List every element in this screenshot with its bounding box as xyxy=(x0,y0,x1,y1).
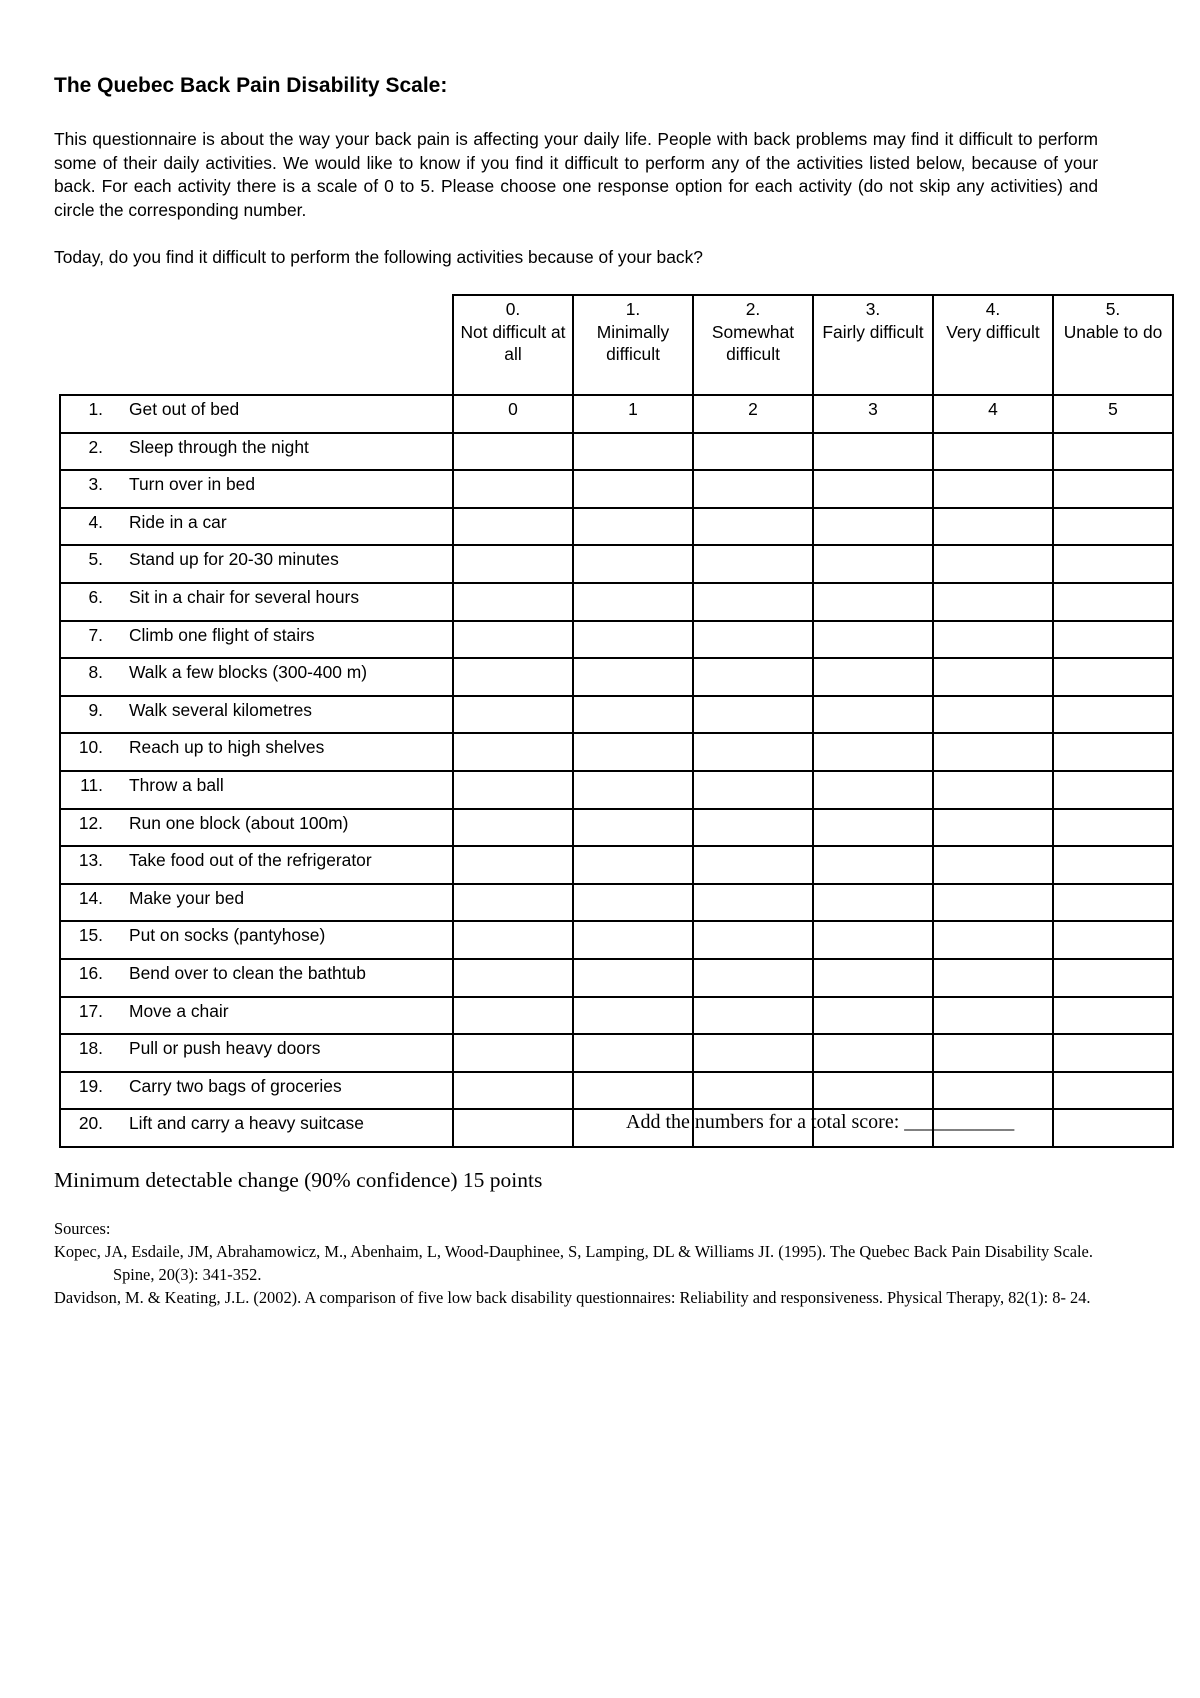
option-number: 0. xyxy=(505,299,521,319)
activity-label: Turn over in bed xyxy=(129,474,255,495)
option-number: 3. xyxy=(865,299,881,319)
response-cell[interactable] xyxy=(573,696,693,734)
response-cell[interactable] xyxy=(693,508,813,546)
response-cell[interactable] xyxy=(453,696,573,734)
response-cell[interactable] xyxy=(1053,433,1173,471)
activity-label: Bend over to clean the bathtub xyxy=(129,962,366,983)
response-cell[interactable] xyxy=(1053,809,1173,847)
response-cell[interactable] xyxy=(453,1109,573,1147)
response-cell[interactable] xyxy=(453,621,573,659)
response-cell[interactable] xyxy=(933,621,1053,659)
response-cell[interactable] xyxy=(573,583,693,621)
activity-row xyxy=(60,545,1173,583)
response-cell[interactable] xyxy=(1053,846,1173,884)
activity-cell xyxy=(60,1072,453,1110)
option-header-1 xyxy=(573,295,693,395)
activity-number: 20. xyxy=(78,1113,103,1134)
activity-label: Get out of bed xyxy=(129,399,240,419)
intro-paragraph: This questionnaire is about the way your back pain is affecting your daily life. People with back problems may find it difficult to perform some of their daily activities. We would like to know if you find it difficult to perform any of the activities listed below, because of your back. For each activity there is a scale of 0 to 5. Please choose one response option for each activity (do not skip any activities) and circle the corresponding number. xyxy=(54,129,1098,220)
response-cell[interactable] xyxy=(933,771,1053,809)
activity-label: Walk a few blocks (300-400 m) xyxy=(129,662,368,683)
activity-row xyxy=(60,733,1173,771)
option-label: Fairly difficult xyxy=(822,321,924,342)
option-number: 5. xyxy=(1105,299,1121,319)
response-cell[interactable] xyxy=(933,433,1053,471)
minimum-detectable-change: Minimum detectable change (90% confidence) 15 points xyxy=(54,1168,543,1192)
response-cell[interactable] xyxy=(1053,696,1173,734)
response-cell[interactable] xyxy=(693,921,813,959)
activity-number: 18. xyxy=(78,1038,103,1059)
response-cell[interactable] xyxy=(933,997,1053,1035)
response-cell[interactable] xyxy=(933,696,1053,734)
activity-row xyxy=(60,583,1173,621)
activity-cell xyxy=(60,846,453,884)
activity-cell xyxy=(60,545,453,583)
reference-1: Kopec, JA, Esdaile, JM, Abrahamowicz, M., Abenhaim, L, Wood-Dauphinee, S, Lamping, DL & Williams JI. (1995). The Quebec Back Pain Disability Scale. Spine, 20(3): 341-352. xyxy=(54,1242,1093,1284)
activity-label: Run one block (about 100m) xyxy=(129,812,349,833)
response-cell[interactable] xyxy=(1053,583,1173,621)
response-cell[interactable]: 0 xyxy=(453,395,573,433)
activity-label: Carry two bags of groceries xyxy=(129,1075,342,1096)
activity-cell xyxy=(60,508,453,546)
response-cell[interactable] xyxy=(453,959,573,997)
activity-label: Sleep through the night xyxy=(129,436,309,457)
activity-cell xyxy=(60,997,453,1035)
response-cell[interactable] xyxy=(693,470,813,508)
response-cell[interactable] xyxy=(1053,997,1173,1035)
response-cell[interactable] xyxy=(573,1072,693,1110)
response-cell[interactable] xyxy=(693,545,813,583)
option-header-4 xyxy=(933,295,1053,395)
option-number: 2. xyxy=(745,299,761,319)
activity-label: Make your bed xyxy=(129,887,245,908)
activity-row xyxy=(60,658,1173,696)
response-cell[interactable] xyxy=(453,583,573,621)
activity-number: 4. xyxy=(88,511,103,532)
response-cell[interactable] xyxy=(933,658,1053,696)
response-cell[interactable] xyxy=(933,846,1053,884)
response-cell[interactable] xyxy=(573,846,693,884)
response-cell[interactable] xyxy=(933,884,1053,922)
response-cell[interactable] xyxy=(573,470,693,508)
activity-cell xyxy=(60,696,453,734)
response-cell[interactable] xyxy=(1053,959,1173,997)
activity-label: Throw a ball xyxy=(129,774,224,795)
response-cell[interactable] xyxy=(813,1034,933,1072)
response-cell[interactable] xyxy=(573,658,693,696)
response-cell[interactable] xyxy=(933,1072,1053,1110)
response-cell[interactable] xyxy=(1053,921,1173,959)
activity-cell xyxy=(60,959,453,997)
activity-number: 14. xyxy=(78,887,103,908)
response-cell[interactable] xyxy=(933,959,1053,997)
response-cell[interactable] xyxy=(813,470,933,508)
activity-row xyxy=(60,696,1173,734)
activity-row xyxy=(60,508,1173,546)
activity-number: 6. xyxy=(88,586,103,607)
activity-label: Put on socks (pantyhose) xyxy=(129,925,326,946)
activity-label: Ride in a car xyxy=(129,511,227,532)
response-cell[interactable] xyxy=(573,884,693,922)
response-cell[interactable] xyxy=(573,1034,693,1072)
activity-rows xyxy=(60,395,1173,1147)
response-cell[interactable] xyxy=(453,997,573,1035)
activity-row xyxy=(60,846,1173,884)
response-cell[interactable] xyxy=(573,997,693,1035)
activity-label: Climb one flight of stairs xyxy=(129,624,315,645)
response-cell[interactable] xyxy=(693,959,813,997)
activity-row xyxy=(60,809,1173,847)
option-label: Minimally difficult xyxy=(596,321,670,364)
response-cell[interactable] xyxy=(1053,771,1173,809)
response-cell[interactable] xyxy=(1053,733,1173,771)
response-cell[interactable] xyxy=(813,433,933,471)
response-cell[interactable] xyxy=(453,508,573,546)
response-cell[interactable] xyxy=(813,621,933,659)
response-cell[interactable] xyxy=(573,545,693,583)
activity-cell xyxy=(60,433,453,471)
response-cell[interactable] xyxy=(933,583,1053,621)
option-label: Very difficult xyxy=(946,321,1040,342)
option-label: Somewhat difficult xyxy=(711,321,795,364)
response-cell[interactable] xyxy=(933,470,1053,508)
response-cell[interactable] xyxy=(933,809,1053,847)
activity-number: 3. xyxy=(88,474,103,495)
activity-number: 13. xyxy=(78,850,103,871)
response-cell[interactable] xyxy=(693,884,813,922)
activity-cell xyxy=(60,395,453,433)
activity-label: Sit in a chair for several hours xyxy=(129,586,360,607)
response-cell[interactable] xyxy=(813,959,933,997)
activity-cell xyxy=(60,1034,453,1072)
option-header-5 xyxy=(1053,295,1173,395)
total-score-line: Add the numbers for a total score: ___________ xyxy=(626,1111,1015,1133)
response-cell[interactable] xyxy=(813,583,933,621)
activity-cell xyxy=(60,1109,453,1147)
option-header-0 xyxy=(453,295,573,395)
activity-cell xyxy=(60,583,453,621)
activity-number: 19. xyxy=(78,1075,103,1096)
response-cell[interactable] xyxy=(1053,1034,1173,1072)
response-cell[interactable] xyxy=(1053,508,1173,546)
response-cell[interactable] xyxy=(453,545,573,583)
header-blank-cell xyxy=(60,295,453,395)
response-cell[interactable] xyxy=(813,921,933,959)
response-cell[interactable]: 4 xyxy=(933,395,1053,433)
response-cell[interactable]: 1 xyxy=(573,395,693,433)
activity-row xyxy=(60,1034,1173,1072)
response-cell[interactable] xyxy=(453,433,573,471)
activity-cell xyxy=(60,470,453,508)
option-header-2 xyxy=(693,295,813,395)
response-cell[interactable] xyxy=(813,997,933,1035)
response-cell[interactable] xyxy=(453,771,573,809)
response-cell[interactable] xyxy=(933,545,1053,583)
response-cell[interactable] xyxy=(693,733,813,771)
response-cell[interactable] xyxy=(693,771,813,809)
option-header-3 xyxy=(813,295,933,395)
response-cell[interactable] xyxy=(693,696,813,734)
response-cell[interactable] xyxy=(453,733,573,771)
response-cell[interactable] xyxy=(453,1034,573,1072)
response-cell[interactable] xyxy=(693,1034,813,1072)
activity-number: 10. xyxy=(78,737,103,758)
response-cell[interactable] xyxy=(933,508,1053,546)
response-cell[interactable] xyxy=(1053,545,1173,583)
activity-label: Take food out of the refrigerator xyxy=(129,850,372,871)
activity-number: 16. xyxy=(78,962,103,983)
response-cell[interactable] xyxy=(453,1072,573,1110)
response-cell[interactable] xyxy=(813,771,933,809)
option-number: 4. xyxy=(985,299,1001,319)
scale-header-row xyxy=(60,295,1173,395)
response-cell[interactable]: 2 xyxy=(693,395,813,433)
activity-row xyxy=(60,470,1173,508)
response-cell[interactable] xyxy=(813,696,933,734)
response-cell[interactable]: 5 xyxy=(1053,395,1173,433)
response-cell[interactable] xyxy=(693,1072,813,1110)
response-cell[interactable] xyxy=(1053,621,1173,659)
response-cell[interactable] xyxy=(1053,1109,1173,1147)
response-cell[interactable] xyxy=(693,997,813,1035)
activity-number: 5. xyxy=(88,549,103,570)
response-cell[interactable] xyxy=(573,621,693,659)
activity-cell xyxy=(60,884,453,922)
activity-number: 7. xyxy=(88,624,103,645)
activity-row xyxy=(60,884,1173,922)
activity-label: Walk several kilometres xyxy=(129,699,312,720)
response-cell[interactable] xyxy=(453,658,573,696)
disability-scale-table xyxy=(59,294,1174,1148)
response-cell[interactable] xyxy=(813,733,933,771)
response-cell[interactable] xyxy=(933,921,1053,959)
response-cell[interactable] xyxy=(813,545,933,583)
response-cell[interactable] xyxy=(573,921,693,959)
activity-cell xyxy=(60,771,453,809)
activity-cell xyxy=(60,658,453,696)
activity-number: 2. xyxy=(88,436,103,457)
response-cell[interactable] xyxy=(813,846,933,884)
response-cell[interactable] xyxy=(453,846,573,884)
response-cell[interactable] xyxy=(813,884,933,922)
activity-cell xyxy=(60,921,453,959)
response-cell[interactable] xyxy=(573,733,693,771)
activity-number: 8. xyxy=(88,662,103,683)
reference-2: Davidson, M. & Keating, J.L. (2002). A comparison of five low back disability questionnaires: Reliability and responsiveness. Physical Therapy, 82(1): 8- 24. xyxy=(54,1288,1091,1307)
option-label: Unable to do xyxy=(1063,321,1163,342)
activity-number: 12. xyxy=(78,812,103,833)
response-cell[interactable] xyxy=(453,884,573,922)
response-cell[interactable] xyxy=(813,658,933,696)
response-cell[interactable] xyxy=(933,733,1053,771)
sources-heading: Sources: xyxy=(54,1219,111,1238)
activity-label: Stand up for 20-30 minutes xyxy=(129,549,339,570)
activity-row xyxy=(60,395,1173,433)
activity-label: Pull or push heavy doors xyxy=(129,1038,321,1059)
question-prompt: Today, do you find it difficult to perform the following activities because of your back? xyxy=(54,247,703,267)
response-cell[interactable] xyxy=(813,508,933,546)
response-cell[interactable] xyxy=(453,809,573,847)
response-cell[interactable] xyxy=(813,809,933,847)
activity-number: 1. xyxy=(88,399,103,419)
response-cell[interactable] xyxy=(693,433,813,471)
response-cell[interactable] xyxy=(1053,658,1173,696)
option-label: Not difficult at all xyxy=(460,321,566,364)
activity-number: 15. xyxy=(78,925,103,946)
response-cell[interactable]: 3 xyxy=(813,395,933,433)
activity-row xyxy=(60,997,1173,1035)
response-cell[interactable] xyxy=(693,658,813,696)
activity-number: 9. xyxy=(88,699,103,720)
response-cell[interactable] xyxy=(573,959,693,997)
response-cell[interactable] xyxy=(1053,1072,1173,1110)
response-cell[interactable] xyxy=(933,1034,1053,1072)
response-cell[interactable] xyxy=(453,470,573,508)
response-cell[interactable] xyxy=(573,508,693,546)
option-number: 1. xyxy=(625,299,641,319)
response-cell[interactable] xyxy=(693,846,813,884)
activity-cell xyxy=(60,809,453,847)
response-cell[interactable] xyxy=(693,583,813,621)
response-cell[interactable] xyxy=(813,1072,933,1110)
sources-section xyxy=(54,1217,1114,1309)
response-cell[interactable] xyxy=(693,809,813,847)
activity-label: Move a chair xyxy=(129,1000,229,1021)
activity-cell xyxy=(60,733,453,771)
activity-number: 11. xyxy=(80,774,103,795)
activity-row xyxy=(60,433,1173,471)
activity-row xyxy=(60,771,1173,809)
activity-label: Reach up to high shelves xyxy=(129,737,325,758)
activity-row xyxy=(60,959,1173,997)
response-cell[interactable] xyxy=(1053,470,1173,508)
activity-row xyxy=(60,1072,1173,1110)
activity-row xyxy=(60,621,1173,659)
response-cell[interactable] xyxy=(573,809,693,847)
document-title: The Quebec Back Pain Disability Scale: xyxy=(54,74,448,97)
activity-row xyxy=(60,921,1173,959)
activity-label: Lift and carry a heavy suitcase xyxy=(129,1113,364,1134)
response-cell[interactable] xyxy=(453,921,573,959)
activity-number: 17. xyxy=(78,1000,103,1021)
response-cell[interactable] xyxy=(573,771,693,809)
response-cell[interactable] xyxy=(573,433,693,471)
response-cell[interactable] xyxy=(693,621,813,659)
response-cell[interactable] xyxy=(1053,884,1173,922)
activity-cell xyxy=(60,621,453,659)
